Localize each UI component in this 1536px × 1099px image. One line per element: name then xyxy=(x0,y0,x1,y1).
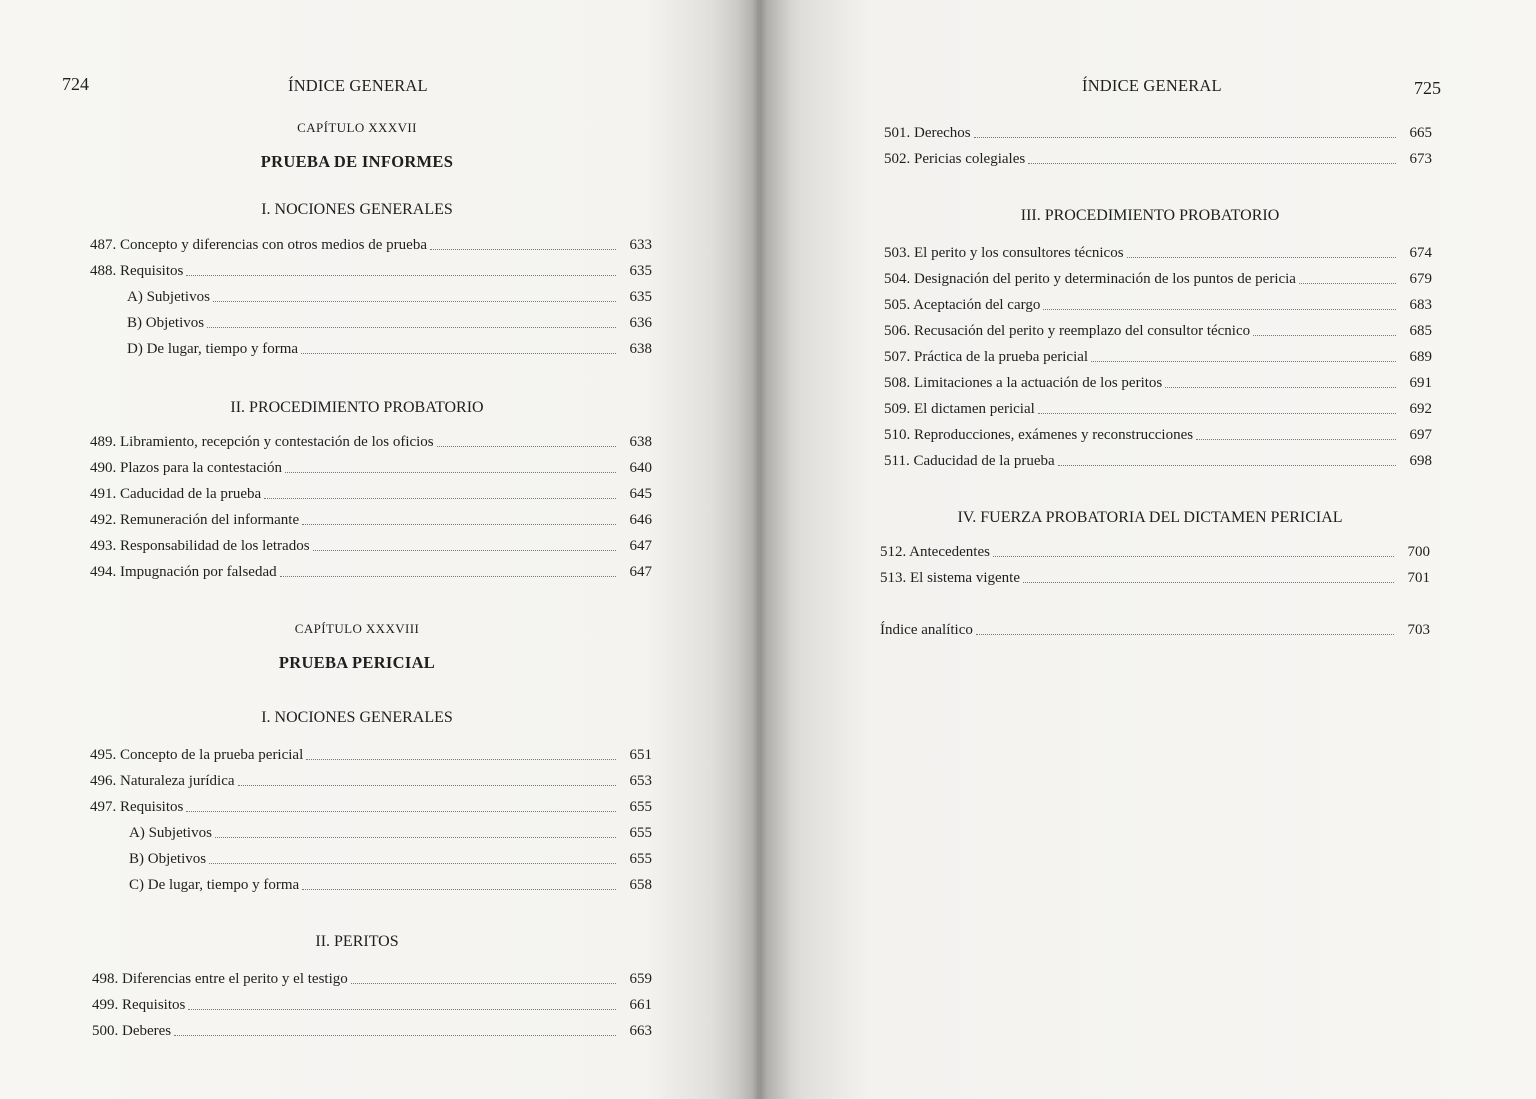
toc-subentry: B) Objetivos 655 xyxy=(129,851,652,867)
toc-entry: 501. Derechos 665 xyxy=(884,125,1432,141)
chapter-label-text: CAPÍTULO XXXVII xyxy=(297,120,417,135)
running-title: ÍNDICE GENERAL xyxy=(288,76,428,95)
toc-entry: 498. Diferencias entre el perito y el testigo 659 xyxy=(92,971,652,987)
toc-list xyxy=(884,116,1432,170)
chapter-title: PRUEBA PERICIAL xyxy=(278,653,436,672)
toc-entry: 506. Recusación del perito y reemplazo del consultor técnico 685 xyxy=(884,323,1432,339)
toc-entry: 502. Pericias colegiales 673 xyxy=(884,151,1432,167)
toc-entry: 500. Deberes 663 xyxy=(92,1023,652,1039)
toc-subentry: C) De lugar, tiempo y forma 658 xyxy=(129,877,652,893)
chapter-label xyxy=(0,621,714,637)
toc-entry: 488. Requisitos 635 xyxy=(90,263,652,279)
book-gutter-shadow xyxy=(712,0,802,1099)
chapter-title: PRUEBA DE INFORMES xyxy=(260,152,454,171)
right-page xyxy=(760,0,1536,1099)
toc-entry: 495. Concepto de la prueba pericial 651 xyxy=(90,747,652,763)
toc-entry: 512. Antecedentes 700 xyxy=(880,544,1430,560)
toc-entry: 499. Requisitos 661 xyxy=(92,997,652,1013)
page-number: 725 xyxy=(1414,78,1441,98)
section-heading: I. NOCIONES GENERALES xyxy=(261,709,453,726)
toc-entry: 490. Plazos para la contestación 640 xyxy=(90,460,652,476)
section-heading: II. PROCEDIMIENTO PROBATORIO xyxy=(230,399,484,416)
toc-entry: 487. Concepto y diferencias con otros medios de prueba 633 xyxy=(90,237,652,253)
toc-entry-index: Índice analítico 703 xyxy=(880,622,1430,638)
toc-entry: 497. Requisitos 655 xyxy=(90,799,652,815)
toc-entry: 509. El dictamen pericial 692 xyxy=(884,401,1432,417)
section-heading: III. PROCEDIMIENTO PROBATORIO xyxy=(1020,207,1280,224)
toc-subentry: A) Subjetivos 635 xyxy=(127,289,652,305)
toc-entry: 489. Libramiento, recepción y contestación de los oficios 638 xyxy=(90,434,652,450)
toc-entry: 510. Reproducciones, exámenes y reconstrucciones 697 xyxy=(884,427,1432,443)
section-heading: II. PERITOS xyxy=(315,933,399,950)
toc-entry: 505. Aceptación del cargo 683 xyxy=(884,297,1432,313)
page-number: 724 xyxy=(62,74,89,94)
left-page xyxy=(0,0,760,1099)
toc-list xyxy=(92,962,652,1042)
toc-subentry: B) Objetivos 636 xyxy=(127,315,652,331)
toc-list xyxy=(90,425,652,585)
running-title: ÍNDICE GENERAL xyxy=(1082,76,1222,95)
toc-entry: 508. Limitaciones a la actuación de los peritos 691 xyxy=(884,375,1432,391)
toc-list xyxy=(884,236,1432,476)
chapter-label xyxy=(0,120,714,136)
toc-list xyxy=(880,613,1430,639)
toc-entry: 496. Naturaleza jurídica 653 xyxy=(90,773,652,789)
section-heading: IV. FUERZA PROBATORIA DEL DICTAMEN PERICIAL xyxy=(957,509,1343,526)
toc-entry: 513. El sistema vigente 701 xyxy=(880,570,1430,586)
toc-entry: 507. Práctica de la prueba pericial 689 xyxy=(884,349,1432,365)
toc-subentry: A) Subjetivos 655 xyxy=(129,825,652,841)
chapter-label-text: CAPÍTULO XXXVIII xyxy=(294,621,420,636)
toc-list xyxy=(90,228,652,358)
toc-entry: 492. Remuneración del informante 646 xyxy=(90,512,652,528)
section-heading: I. NOCIONES GENERALES xyxy=(261,201,453,218)
toc-entry: 504. Designación del perito y determinación de los puntos de pericia 679 xyxy=(884,271,1432,287)
toc-subentry: D) De lugar, tiempo y forma 638 xyxy=(127,341,652,357)
toc-entry: 511. Caducidad de la prueba 698 xyxy=(884,453,1432,469)
toc-entry: 494. Impugnación por falsedad 647 xyxy=(90,564,652,580)
toc-entry: 503. El perito y los consultores técnicos 674 xyxy=(884,245,1432,261)
toc-entry: 491. Caducidad de la prueba 645 xyxy=(90,486,652,502)
toc-entry: 493. Responsabilidad de los letrados 647 xyxy=(90,538,652,554)
toc-list xyxy=(90,738,652,898)
toc-list xyxy=(880,535,1430,589)
